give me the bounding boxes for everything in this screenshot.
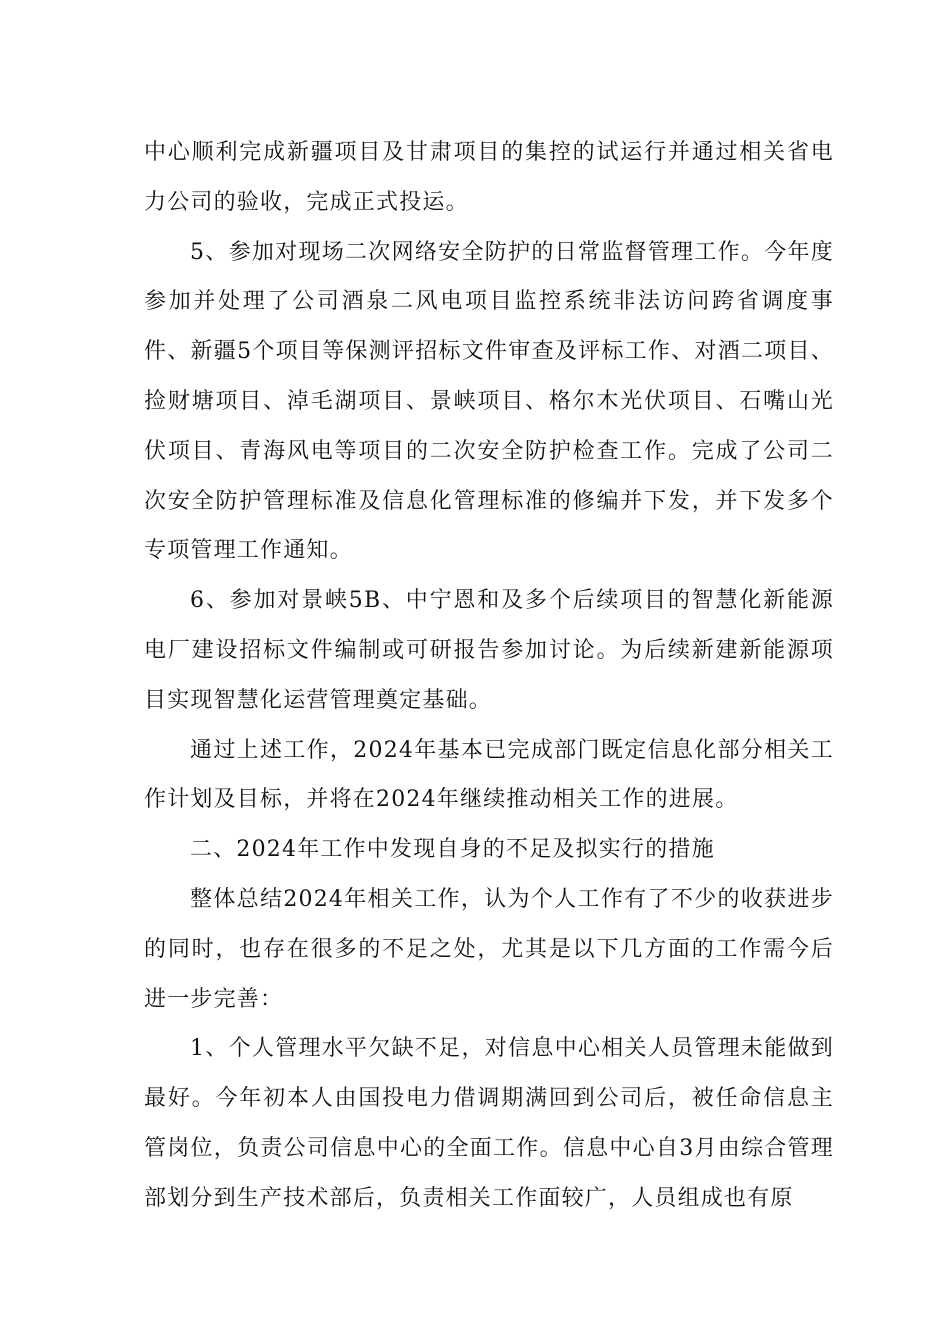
paragraph-item-5: 5、参加对现场二次网络安全防护的日常监督管理工作。今年度参加并处理了公司酒泉二风电项目监控系统非法访问跨省调度事件、新疆5个项目等保测评招标文件审查及评标工作、对酒二项目、捡财塘项目、淖毛湖项目、景峡项目、格尔木光伏项目、石嘴山光伏项目、青海风电等项目的二次安全防护检查工作。完成了公司二次安全防护管理标准及信息化管理标准的修编并下发，并下发多个专项管理工作通知。 (144, 239, 834, 564)
paragraph-shortcoming-1: 1、个人管理水平欠缺不足，对信息中心相关人员管理未能做到最好。今年初本人由国投电力借调期满回到公司后，被任命信息主管岗位，负责公司信息中心的全面工作。信息中心自3月由综合管理部划分到生产技术部后，负责相关工作面较广，人员组成也有原 (144, 1036, 834, 1211)
paragraph-item-6: 6、参加对景峡5B、中宁恩和及多个后续项目的智慧化新能源电厂建设招标文件编制或可研报告参加讨论。为后续新建新能源项目实现智慧化运营管理奠定基础。 (144, 588, 834, 713)
paragraph-summary: 通过上述工作，2024年基本已完成部门既定信息化部分相关工作计划及目标，并将在2024年继续推动相关工作的进展。 (144, 737, 834, 813)
section-heading-2: 二、2024年工作中发现自身的不足及拟实行的措施 (190, 837, 715, 863)
paragraph-overview: 整体总结2024年相关工作，认为个人工作有了不少的收获进步的同时，也存在很多的不足之处，尤其是以下几方面的工作需今后进一步完善： (144, 886, 834, 1012)
paragraph-continuation: 中心顺利完成新疆项目及甘肃项目的集控的试运行并通过相关省电力公司的验收，完成正式投运。 (144, 140, 834, 215)
document-body (144, 128, 834, 1224)
